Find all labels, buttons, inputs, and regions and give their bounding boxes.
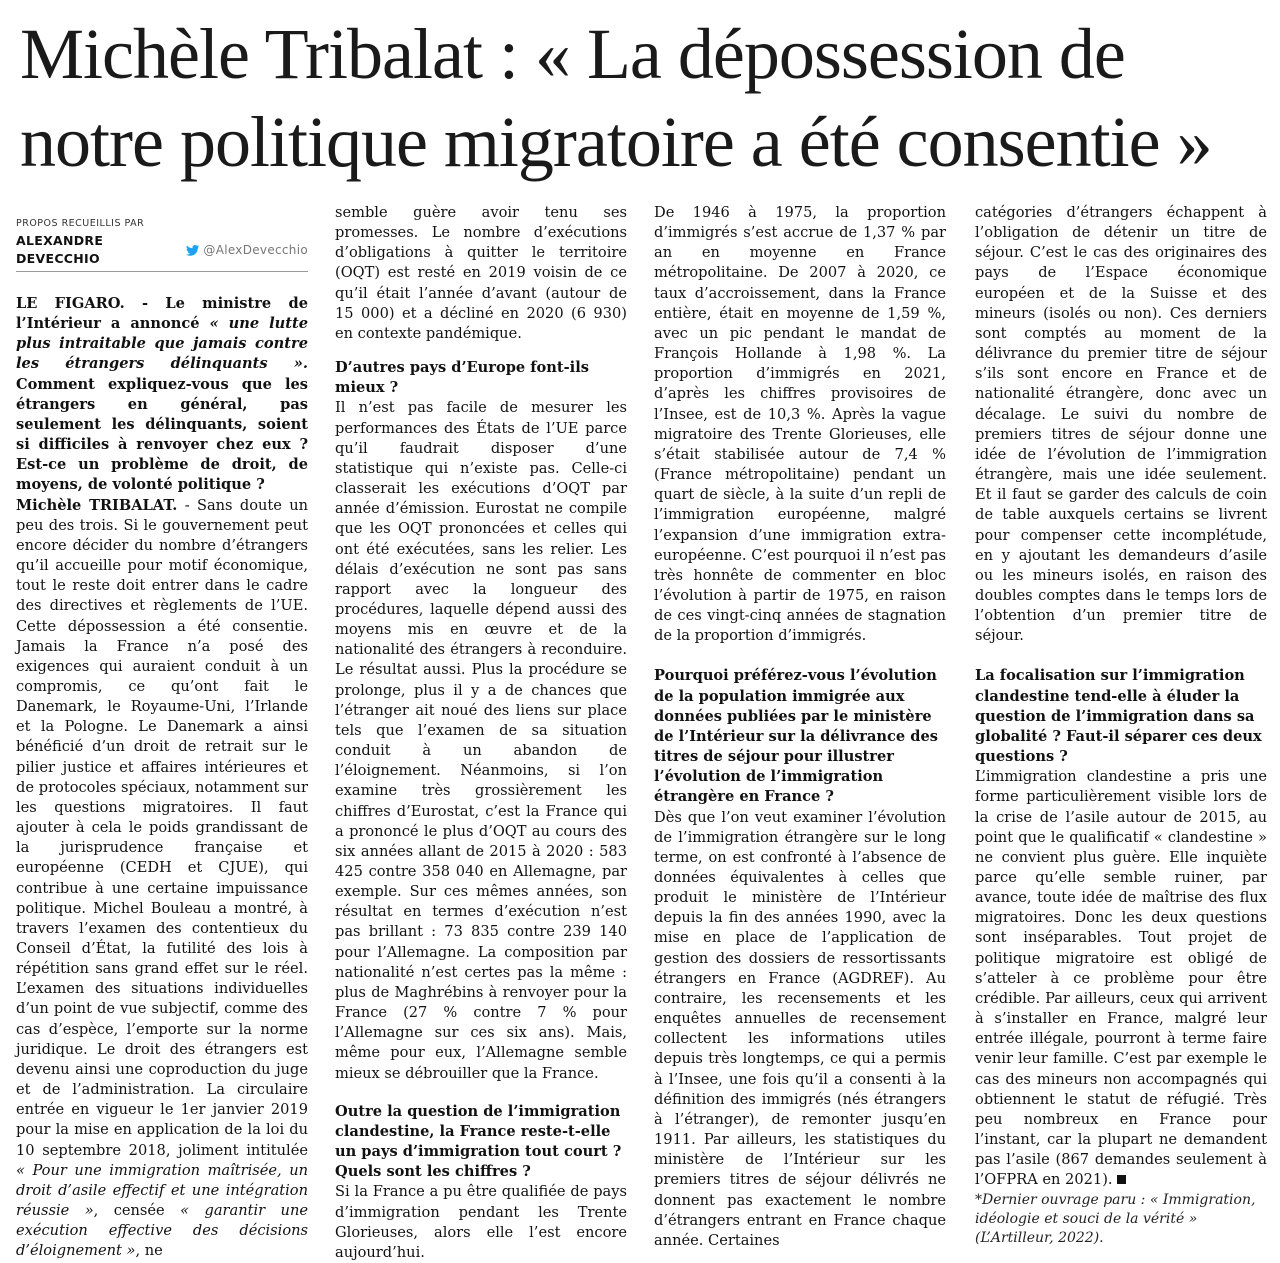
- question: Pourquoi préférez-vous l’évolution de la population immigrée aux données publiées par le ministère de l’Intérieur sur la délivrance des titres de séjour pour illustrer l’évolution de l’immigration étrangère en France ?: [654, 667, 939, 806]
- question-lead: LE FIGARO. - Le ministre de l’Intérieur a annoncé: [16, 295, 308, 333]
- paragraph: Si la France a pu être qualifiée de pays d’immigration pendant les Trente Glorieuses, alors elle l’est encore aujourd’hui.: [335, 1183, 627, 1261]
- footnote-text: *Dernier ouvrage paru : « Immigration, idéologie et souci de la vérité »: [975, 1191, 1256, 1227]
- question: La focalisation sur l’immigration clandestine tend-elle à éluder la question de l’immigration dans sa globalité ? Faut-il séparer ces deux questions ?: [975, 667, 1262, 766]
- author-handle: @AlexDevecchio: [203, 243, 308, 257]
- byline-prefix: PROPOS RECUEILLIS PAR: [16, 218, 145, 229]
- question-rest: Comment expliquez-vous que les étrangers en général, pas seulement les délinquants, soient si difficiles à renvoyer chez eux ? Est-ce un problème de droit, de moyens, de volonté politique ?: [16, 375, 308, 494]
- author-name: ALEXANDRE DEVECCHIO: [16, 233, 104, 266]
- question-quote: « une lutte plus intraitable que jamais contre les étrangers délinquants ».: [16, 315, 309, 373]
- answer-text: , ne: [135, 1242, 163, 1260]
- footnote-text: (L’Artilleur, 2022).: [975, 1229, 1104, 1246]
- question: Outre la question de l’immigration clandestine, la France reste-t-elle un pays d’immigration tout court ? Quels sont les chiffres ?: [335, 1102, 622, 1181]
- answer-text: ne convient plus guère. Elle inquiète parce qu’elle semble ruiner, par avance, toute idée de maîtrise des flux migratoires. Donc les deux questions sont inséparables. Tout projet de politique migratoire est obligé de s’atteler à ce problème pour être crédible. Par ailleurs, ceux qui arrivent à s’installer en France, malgré leur entrée illégale, pourront à terme faire venir leur famille. C’est par exemple le cas des mineurs non accompagnés qui obtiennent le statut de réfugié. Très peu nombreux en France pour l’instant, car la plupart ne demandent pas l’asile (867 demandes seulement à l’OFPRA en 2021).: [975, 848, 1267, 1189]
- answer-text: L’immigration clandestine a pris une forme particulièrement visible lors de la crise de l’asile autour de 2015, au point que le qualificatif: [975, 768, 1267, 846]
- byline-author: [16, 232, 308, 272]
- twitter-bird-icon: [186, 245, 199, 256]
- byline: [16, 216, 308, 272]
- answer-text: - Sans doute un peu des trois. Si le gouvernement peut encore décider du nombre d’étrangers qu’il accueille pour motif économique, tout le reste doit entrer dans le cadre des directives et règlements de l’UE. Cette dépossession a été consentie. Jamais la France n’a posé des exigences qui auraient conduit à un compromis, ce qu’ont fait le Danemark, le Royaume-Uni, l’Irlande et la Pologne. Le Danemark a ainsi bénéficié d’un droit de retrait sur le pilier justice et affaires intérieures et de protocoles spéciaux, notamment sur les questions migratoires. Il faut ajouter à cela le poids grandissant de la jurisprudence française et européenne (CEDH et CJUE), qui contribue à une certaine impuissance politique. Michel Bouleau a montré, à travers l’examen des contentieux du Conseil d’État, la futilité des lois à répétition sans grand effet sur le réel. L’examen des situations individuelles d’un point de vue subjectif, comme des cas d’espèce, l’emporte sur la norme juridique. Le droit des étrangers est devenu ainsi une coproduction du juge et de l’administration. La circulaire entrée en vigueur le 1er janvier 2019 pour la mise en application de la loi du 10 septembre 2018, joliment intitulée: [16, 496, 308, 1159]
- question: D’autres pays d’Europe font-ils mieux ?: [335, 359, 589, 397]
- paragraph: catégories d’étrangers échappent à l’obligation de détenir un titre de séjour. C’est le cas des originaires des pays de l’Espace économique européen et de la Suisse et des mineurs (isolés ou non). Ces derniers sont comptés au moment de la délivrance du premier titre de séjour s’ils sont encore en France et de nationalité étrangère, donc avec un décalage. Le suivi du nombre de premiers titres de séjour donne une idée de l’évolution de l’immigration étrangère, mais une idée seulement. Et il faut se garder des calculs de coin de table auxquels certains se livrent pour compenser cette incomplétude, en y ajoutant les demandeurs d’asile ou les mineurs isolés, en raison des doubles comptes dans le temps lors de l’obtention d’un premier titre de séjour.: [975, 204, 1267, 645]
- paragraph: [16, 496, 308, 1262]
- answer-quote: « garantir une exécution effective des décisions d’éloignement »: [16, 1202, 308, 1260]
- answer-text: , censée: [93, 1202, 181, 1220]
- paragraph: Il n’est pas facile de mesurer les performances des États de l’UE parce qu’il faudrait disposer d’une statistique qui n’existe pas. Celle-ci classerait les exécutions d’OQT par année d’émission. Eurostat ne compile que les OQT prononcées et celles qui ont été exécutées, sans les relier. Les délais d’exécution ne sont pas sans rapport avec la longueur des procédures, laquelle dépend aussi des moyens mis en œuvre et de la nationalité des étrangers à reconduire. Le résultat aussi. Plus la procédure se prolonge, plus il y a de chances que l’étranger ait noué des liens sur place tels que l’examen de sa situation conduit à un abandon de l’éloignement. Néanmoins, si l’on examine très grossièrement les chiffres d’Eurostat, c’est la France qui a prononcé le plus d’OQT au cours des six années allant de 2015 à 2020 : 583 425 contre 358 040 en Allemagne, par exemple. Sur ces mêmes années, son résultat en termes d’exécution n’est pas brillant : 73 835 contre 239 140 pour l’Allemagne. La composition par nationalité n’est certes pas la même : plus de Maghrébins à renvoyer pour la France (27 % contre 7 % pour l’Allemagne sur ces six ans). Mais, même pour eux, l’Allemagne semble mieux se débrouiller que la France.: [335, 399, 627, 1082]
- column-2: [335, 203, 627, 1263]
- column-1: [16, 202, 308, 1262]
- headline: Michèle Tribalat : « La dépossession de notre politique migratoire a été consentie »: [20, 14, 1212, 182]
- answer-text: « clandestine »: [1153, 828, 1267, 846]
- paragraph: [16, 294, 308, 496]
- end-of-article-square-icon: [1117, 1175, 1126, 1184]
- speaker-name: Michèle TRIBALAT.: [16, 496, 178, 514]
- answer-quote: « Pour une immigration maîtrisée, un droit d’asile effectif et une intégration réussie »: [16, 1161, 308, 1220]
- paragraph: Dès que l’on veut examiner l’évolution de l’immigration étrangère sur le long terme, on est confronté à l’absence de données équivalentes à celles que produit le ministère de l’Intérieur depuis la fin des années 1990, avec la mise en place de l’application de gestion des dossiers de ressortissants étrangers en France (AGDREF). Au contraire, les recensements et les enquêtes annuelles de recensement collectent les informations utiles depuis très longtemps, ce qui a permis à l’Insee, une fois qu’il a consenti à la définition des immigrés (nés étrangers à l’étranger), de remonter jusqu’en 1911. Par ailleurs, les statistiques du ministère de l’Intérieur sur les premiers titres de séjour délivrés ne donnent pas exactement le nombre d’étrangers entrant en France chaque année. Certaines: [654, 808, 946, 1249]
- paragraph: [975, 767, 1267, 1190]
- paragraph: semble guère avoir tenu ses promesses. Le nombre d’exécutions d’obligations à quitter le territoire (OQT) est resté en 2019 voisin de ce qu’il était l’année d’avant (autour de 15 000) et a décliné en 2020 (6 930) en contexte pandémique.: [335, 204, 627, 342]
- paragraph: De 1946 à 1975, la proportion d’immigrés s’est accrue de 1,37 % par an en moyenne en France métropolitaine. De 2007 à 2020, ce taux d’accroissement, dans la France entière, était en moyenne de 1,59 %, avec un pic pendant le mandat de François Hollande à 1,98 %. La proportion d’immigrés en 2021, d’après les chiffres provisoires de l’Insee, est de 10,3 %. Après la vague migratoire des Trente Glorieuses, elle s’était stabilisée autour de 7,4 % (France métropolitaine) pendant un quart de siècle, à la suite d’un repli de l’immigration européenne, malgré l’expansion d’une immigration extra-européenne. C’est pourquoi il n’est pas très honnête de commenter en bloc l’évolution à partir de 1975, en raison de ces vingt-cinq années de stagnation de la proportion d’immigrés.: [654, 204, 946, 645]
- column-4: [975, 203, 1267, 1248]
- footnote: [975, 1191, 1267, 1248]
